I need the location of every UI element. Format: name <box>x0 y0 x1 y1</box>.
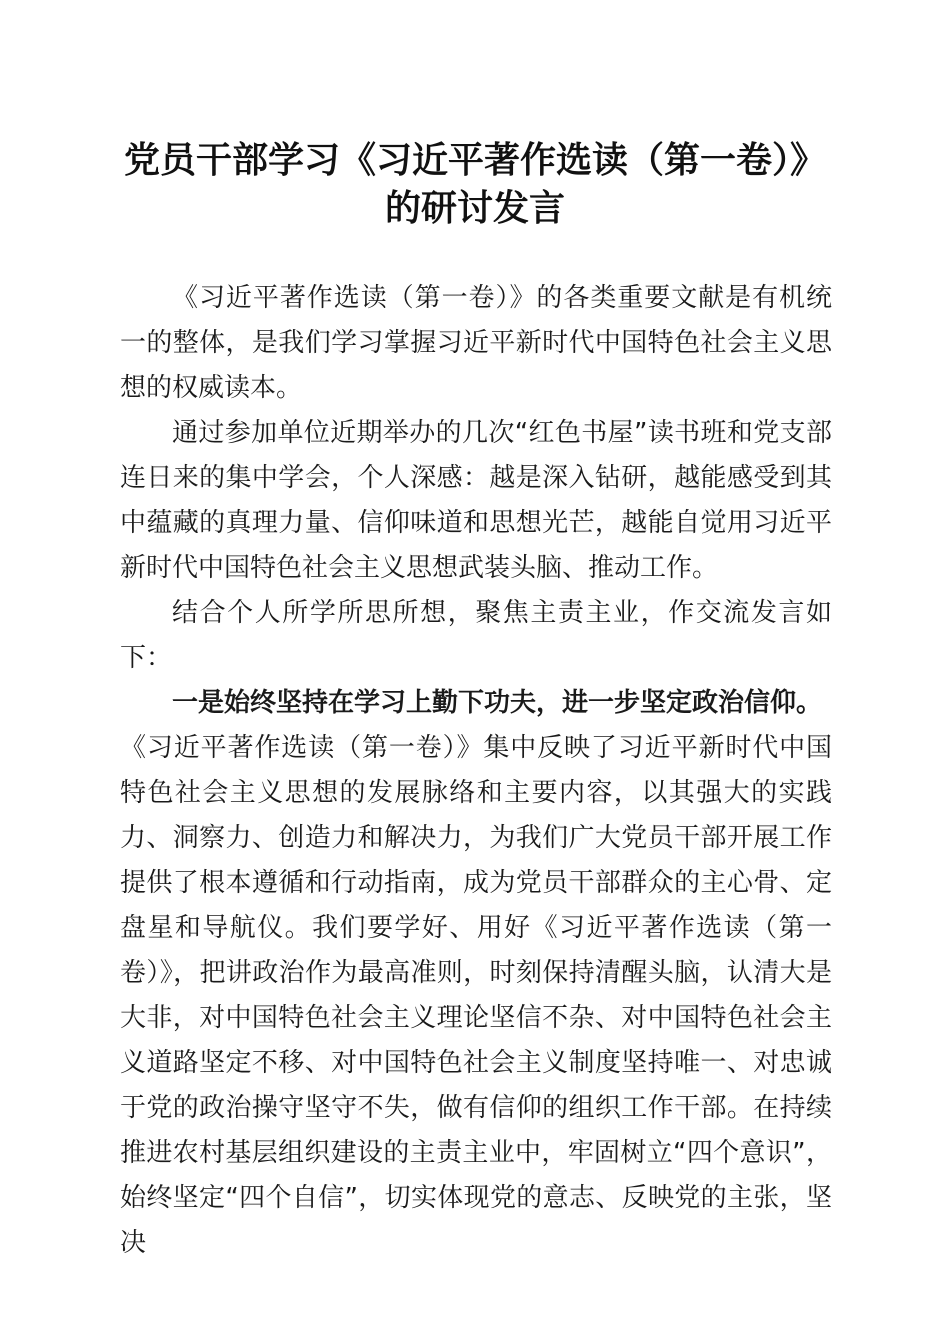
paragraph-intro: 《习近平著作选读（第一卷）》的各类重要文献是有机统一的整体，是我们学习掌握习近平新时代中国特色社会主义思想的权威读本。 <box>120 283 832 403</box>
section-1-heading: 一是始终坚持在学习上勤下功夫，进一步坚定政治信仰。 <box>172 688 823 718</box>
paragraph-study-experience: 通过参加单位近期举办的几次“红色书屋”读书班和党支部连日来的集中学会，个人深感：越是深入钻研，越能感受到其中蕴藏的真理力量、信仰味道和思想光芒，越能自觉用习近平新时代中国特色社会主义思想武装头脑、推动工作。 <box>120 418 832 583</box>
title-line-1: 党员干部学习《习近平著作选读（第一卷）》 <box>123 139 826 181</box>
section-1-body: 《习近平著作选读（第一卷）》集中反映了习近平新时代中国特色社会主义思想的发展脉络和主要内容，以其强大的实践力、洞察力、创造力和解决力，为我们广大党员干部开展工作提供了根本遵循和行动指南，成为党员干部群众的主心骨、定盘星和导航仪。我们要学好、用好《习近平著作选读（第一卷）》，把讲政治作为最高准则，时刻保持清醒头脑，认清大是大非，对中国特色社会主义理论坚信不杂、对中国特色社会主义道路坚定不移、对中国特色社会主义制度坚持唯一、对忠诚于党的政治操守坚守不失，做有信仰的组织工作干部。在持续推进农村基层组织建设的主责主业中，牢固树立“四个意识”，始终坚定“四个自信”，切实体现党的意志、反映党的主张，坚决 <box>120 733 832 1258</box>
title-line-2: 的研讨发言 <box>384 187 565 229</box>
paragraph-transition: 结合个人所学所思所想，聚焦主责主业，作交流发言如下： <box>120 598 832 673</box>
document-body <box>120 276 832 1266</box>
document-title <box>60 136 890 232</box>
